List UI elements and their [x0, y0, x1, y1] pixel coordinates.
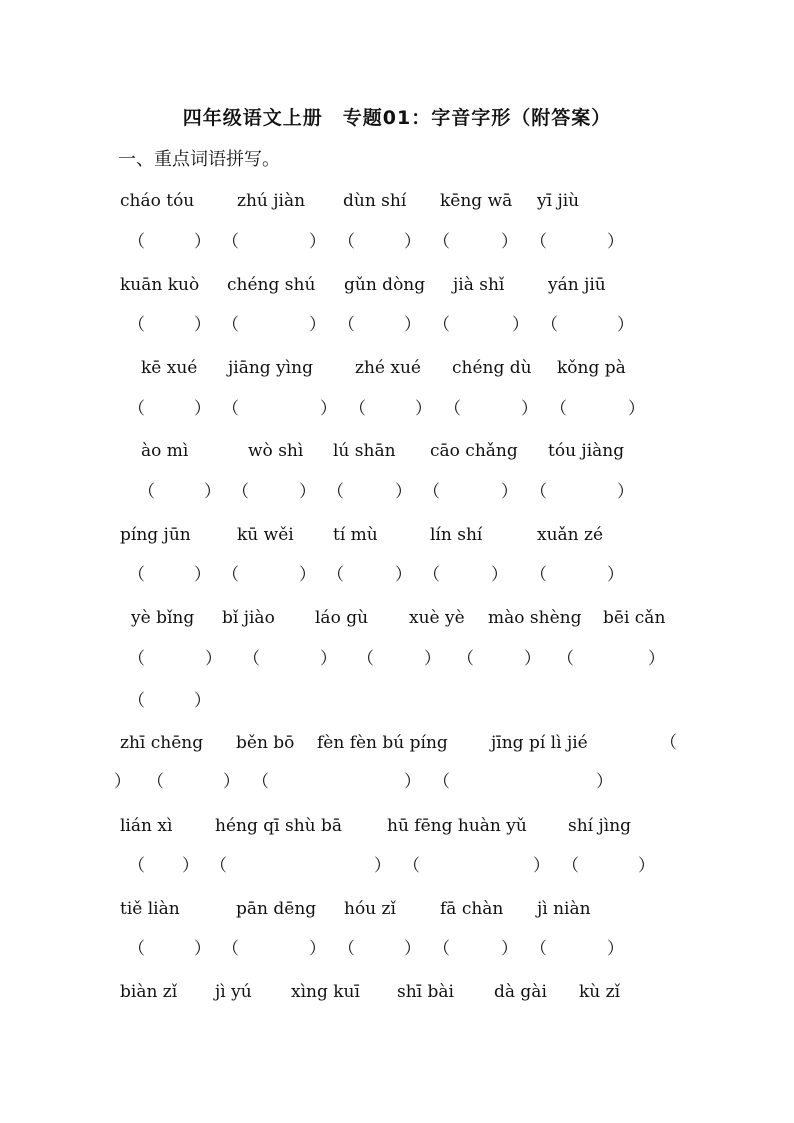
answer-blank-open: （: [222, 232, 239, 252]
pinyin-line-5: [0, 520, 794, 550]
answer-blank-open: （: [338, 315, 355, 335]
answer-blank-open: （: [128, 399, 145, 419]
pinyin-word: shī bài: [397, 982, 454, 1002]
answer-blank-close: ）: [320, 399, 337, 419]
pinyin-word: wò shì: [248, 441, 304, 461]
answer-blank-close: ）: [194, 399, 211, 419]
answer-blank-open: （: [562, 856, 579, 876]
answer-blank-open: （: [327, 565, 344, 585]
answer-blank-open: （: [252, 772, 269, 792]
answer-blank-close: ）: [501, 232, 518, 252]
pinyin-word: běn bō: [236, 733, 295, 753]
answer-blank-open: （: [423, 482, 440, 502]
answer-blank-close: ）: [638, 856, 655, 876]
answer-blank-close: ）: [521, 399, 538, 419]
pinyin-word: cāo chǎng: [430, 441, 518, 461]
pinyin-word: chéng dù: [452, 358, 532, 378]
answer-blank-close: ）: [194, 939, 211, 959]
answer-blank-close: ）: [404, 232, 421, 252]
answer-blank-close: ）: [194, 691, 211, 711]
answer-blank-close: ）: [320, 649, 337, 669]
answer-line-4: [0, 477, 794, 507]
answer-blank-close: ）: [194, 315, 211, 335]
pinyin-word: fā chàn: [440, 899, 504, 919]
pinyin-word: fèn fèn bú píng: [317, 733, 448, 753]
answer-blank-open: （: [327, 482, 344, 502]
answer-blank-open: （: [210, 856, 227, 876]
pinyin-word: jì yú: [215, 982, 252, 1002]
answer-blank-open: （: [457, 649, 474, 669]
answer-blank-close: ）: [205, 649, 222, 669]
pinyin-word: lián xì: [120, 816, 173, 836]
answer-blank-close: ）: [607, 565, 624, 585]
answer-blank-open: （: [338, 939, 355, 959]
pinyin-word: kù zǐ: [579, 982, 621, 1002]
answer-line-5: [0, 560, 794, 590]
pinyin-word: biàn zǐ: [120, 982, 178, 1002]
pinyin-word: kū wěi: [237, 525, 294, 545]
answer-blank-open: （: [541, 315, 558, 335]
pinyin-word: xuǎn zé: [537, 525, 604, 545]
pinyin-word: yī jiù: [537, 191, 580, 211]
pinyin-line-9: [0, 894, 794, 924]
answer-blank-open: （: [530, 565, 547, 585]
answer-blank-open: （: [128, 939, 145, 959]
answer-blank-open: （: [550, 399, 567, 419]
pinyin-line-7: [0, 728, 794, 758]
answer-blank-open: （: [128, 315, 145, 335]
answer-line-1: [0, 227, 794, 257]
pinyin-word: lú shān: [333, 441, 396, 461]
answer-blank-close: ）: [309, 939, 326, 959]
answer-blank-close: ）: [501, 939, 518, 959]
pinyin-word: zhé xué: [355, 358, 421, 378]
answer-blank-close: ）: [524, 649, 541, 669]
answer-blank-close: ）: [596, 772, 613, 792]
answer-blank-close: ）: [415, 399, 432, 419]
answer-blank-open: （: [128, 232, 145, 252]
pinyin-word: xìng kuī: [291, 982, 360, 1002]
pinyin-word: zhú jiàn: [237, 191, 306, 211]
pinyin-word: chéng shú: [227, 275, 316, 295]
answer-line-2: [0, 310, 794, 340]
answer-blank-close: ）: [607, 939, 624, 959]
answer-blank-open: （: [338, 232, 355, 252]
answer-blank-open: （: [222, 939, 239, 959]
answer-blank-close: ）: [204, 482, 221, 502]
answer-blank-open: （: [147, 772, 164, 792]
pinyin-word: mào shèng: [488, 608, 582, 628]
answer-blank-close: ）: [404, 772, 421, 792]
answer-blank-close: ）: [491, 565, 508, 585]
answer-blank-close: ）: [628, 399, 645, 419]
pinyin-word: hóu zǐ: [344, 899, 396, 919]
pinyin-word: jì niàn: [537, 899, 591, 919]
pinyin-line-6: [0, 603, 794, 633]
pinyin-line-2: [0, 270, 794, 300]
answer-line-6-continued: [0, 686, 794, 716]
section-heading: 一、重点词语拼写。: [118, 149, 280, 170]
answer-blank-open: （: [444, 399, 461, 419]
pinyin-word: yán jiū: [548, 275, 606, 295]
answer-blank-open: （: [433, 232, 450, 252]
answer-blank-open: （: [222, 399, 239, 419]
answer-blank-close: ）: [309, 315, 326, 335]
answer-blank-open: （: [530, 232, 547, 252]
answer-blank-close: ）: [424, 649, 441, 669]
pinyin-word: bǐ jiào: [222, 608, 275, 628]
answer-blank-close: ）: [404, 315, 421, 335]
pinyin-word: kǒng pà: [557, 358, 626, 378]
answer-line-3: [0, 394, 794, 424]
pinyin-word: láo gù: [315, 608, 369, 628]
pinyin-line-3: [0, 353, 794, 383]
answer-blank-open: （: [660, 733, 677, 753]
pinyin-word: jīng pí lì jié: [491, 733, 588, 753]
answer-blank-close: ）: [299, 482, 316, 502]
answer-blank-open: （: [222, 565, 239, 585]
answer-blank-close: ）: [309, 232, 326, 252]
pinyin-word: xuè yè: [409, 608, 465, 628]
answer-blank-close: ）: [299, 565, 316, 585]
pinyin-word: kēng wā: [440, 191, 513, 211]
answer-blank-close: ）: [607, 232, 624, 252]
answer-blank-open: （: [128, 691, 145, 711]
answer-blank-open: （: [530, 482, 547, 502]
pinyin-word: tóu jiàng: [548, 441, 625, 461]
answer-blank-close: ）: [617, 482, 634, 502]
answer-blank-open: （: [128, 856, 145, 876]
answer-blank-close: ）: [648, 649, 665, 669]
answer-blank-open: （: [128, 565, 145, 585]
pinyin-word: zhī chēng: [120, 733, 204, 753]
answer-blank-open: （: [433, 315, 450, 335]
answer-blank-open: （: [243, 649, 260, 669]
pinyin-word: dùn shí: [343, 191, 407, 211]
answer-blank-close: ）: [512, 315, 529, 335]
pinyin-word: kuān kuò: [120, 275, 200, 295]
answer-blank-open: （: [530, 939, 547, 959]
answer-blank-close: ）: [404, 939, 421, 959]
pinyin-line-4: [0, 436, 794, 466]
answer-blank-open: （: [138, 482, 155, 502]
pinyin-word: tí mù: [333, 525, 378, 545]
answer-line-6: [0, 644, 794, 674]
pinyin-word: cháo tóu: [120, 191, 195, 211]
pinyin-word: tiě liàn: [120, 899, 180, 919]
pinyin-word: héng qī shù bā: [215, 816, 343, 836]
pinyin-word: pān dēng: [236, 899, 317, 919]
answer-blank-close: ）: [533, 856, 550, 876]
answer-blank-open: （: [222, 315, 239, 335]
answer-blank-open: （: [128, 649, 145, 669]
pinyin-word: hū fēng huàn yǔ: [387, 816, 527, 836]
pinyin-word: ào mì: [141, 441, 189, 461]
answer-blank-close: ）: [395, 482, 412, 502]
pinyin-line-1: [0, 186, 794, 216]
answer-line-7: [0, 767, 794, 797]
answer-blank-open: （: [232, 482, 249, 502]
answer-blank-close: ）: [374, 856, 391, 876]
answer-blank-close: ）: [114, 772, 131, 792]
pinyin-word: jià shǐ: [453, 275, 505, 295]
answer-blank-open: （: [433, 772, 450, 792]
answer-blank-close: ）: [194, 232, 211, 252]
pinyin-word: yè bǐng: [131, 608, 195, 628]
pinyin-word: lín shí: [430, 525, 483, 545]
answer-blank-close: ）: [395, 565, 412, 585]
answer-blank-close: ）: [223, 772, 240, 792]
pinyin-line-10: [0, 977, 794, 1007]
pinyin-word: gǔn dòng: [344, 275, 426, 295]
answer-blank-open: （: [357, 649, 374, 669]
pinyin-word: píng jūn: [120, 525, 191, 545]
answer-blank-open: （: [433, 939, 450, 959]
pinyin-word: bēi cǎn: [603, 608, 666, 628]
answer-blank-open: （: [349, 399, 366, 419]
pinyin-line-8: [0, 811, 794, 841]
answer-blank-close: ）: [617, 315, 634, 335]
pinyin-word: jiāng yìng: [228, 358, 313, 378]
answer-blank-open: （: [403, 856, 420, 876]
answer-blank-open: （: [423, 565, 440, 585]
pinyin-word: shí jìng: [568, 816, 632, 836]
answer-blank-close: ）: [194, 565, 211, 585]
answer-blank-close: ）: [501, 482, 518, 502]
pinyin-word: kē xué: [141, 358, 198, 378]
answer-line-8: [0, 851, 794, 881]
answer-line-9: [0, 934, 794, 964]
answer-blank-open: （: [557, 649, 574, 669]
answer-blank-close: ）: [182, 856, 199, 876]
pinyin-word: dà gài: [494, 982, 547, 1002]
page-title: 四年级语文上册 专题01：字音字形（附答案）: [182, 107, 612, 129]
